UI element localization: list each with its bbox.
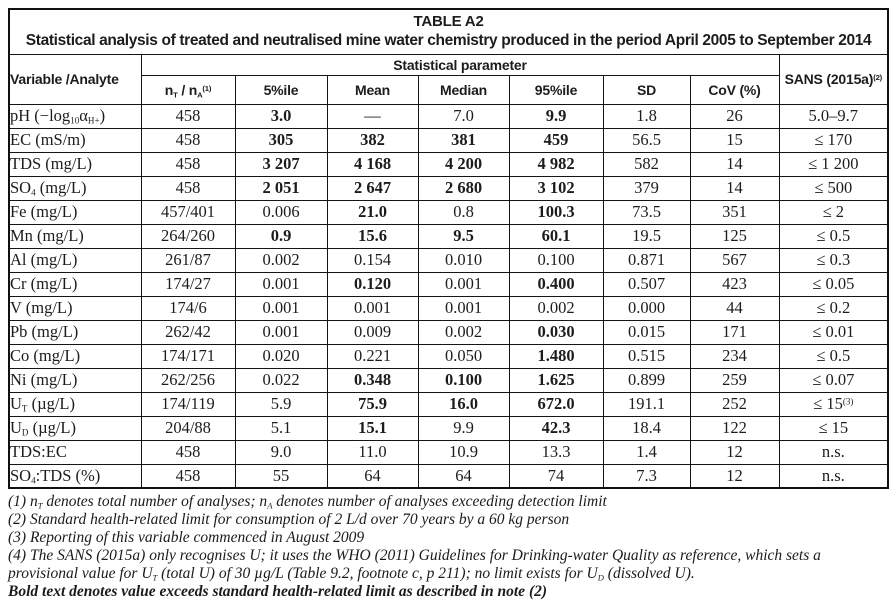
stat-value: 15.1 <box>327 416 418 440</box>
stat-value: 0.000 <box>603 296 690 320</box>
table-row <box>9 224 888 248</box>
stat-value: 14 <box>690 176 779 200</box>
stat-value: 174/119 <box>141 392 235 416</box>
stat-value: 44 <box>690 296 779 320</box>
stat-value: 55 <box>235 464 327 488</box>
analyte-label: $SO_4:TDS$ (%) <box>9 464 141 488</box>
stat-value: 15 <box>690 128 779 152</box>
sans-limit: ≤ 2 <box>779 200 888 224</box>
stat-value: 4 982 <box>509 152 603 176</box>
stat-value: 16.0 <box>418 392 509 416</box>
stat-value: 4 200 <box>418 152 509 176</box>
stat-value: 10.9 <box>418 440 509 464</box>
stat-value: 381 <box>418 128 509 152</box>
stat-value: 9.9 <box>418 416 509 440</box>
stat-value: 64 <box>327 464 418 488</box>
stat-value: 122 <box>690 416 779 440</box>
stat-value: 458 <box>141 104 235 128</box>
sans-limit: ≤ 0.3 <box>779 248 888 272</box>
sans-limit: ≤ 0.5 <box>779 344 888 368</box>
analyte-label: Mn (mg/L) <box>9 224 141 248</box>
footnote-3: (3) Reporting of this variable commenced in August 2009 <box>8 529 365 546</box>
stat-value: 0.400 <box>509 272 603 296</box>
stat-value: 252 <box>690 392 779 416</box>
stat-value: 42.3 <box>509 416 603 440</box>
stat-value: 1.480 <box>509 344 603 368</box>
col-header-95ile: 95%ile <box>509 75 603 104</box>
col-header-cov: CoV (%) <box>690 75 779 104</box>
stat-value: 457/401 <box>141 200 235 224</box>
stat-value: 0.899 <box>603 368 690 392</box>
stat-value: 0.022 <box>235 368 327 392</box>
stat-value: 60.1 <box>509 224 603 248</box>
table-row <box>9 176 888 200</box>
header-group-row <box>9 54 888 75</box>
sans-limit: ≤ 15 <box>779 416 888 440</box>
stat-value: 3 102 <box>509 176 603 200</box>
analyte-label: Co (mg/L) <box>9 344 141 368</box>
analyte-label: TDS:EC <box>9 440 141 464</box>
table-subtitle: Statistical analysis of treated and neutralised mine water chemistry produced in the period April 2005 to September 2014 <box>25 32 872 50</box>
stat-value: 12 <box>690 440 779 464</box>
stat-value: 73.5 <box>603 200 690 224</box>
analyte-label: Cr (mg/L) <box>9 272 141 296</box>
stat-value: 171 <box>690 320 779 344</box>
footnote-2: (2) Standard health-related limit for consumption of 2 L/d over 70 years by a 60 kg person <box>8 511 570 528</box>
stat-value: 458 <box>141 176 235 200</box>
stat-value: 0.010 <box>418 248 509 272</box>
table-row <box>9 272 888 296</box>
stat-value: — <box>327 104 418 128</box>
stat-value: 2 051 <box>235 176 327 200</box>
stat-value: 0.221 <box>327 344 418 368</box>
stat-value: 174/27 <box>141 272 235 296</box>
sans-limit: n.s. <box>779 440 888 464</box>
table-row <box>9 416 888 440</box>
stat-value: 423 <box>690 272 779 296</box>
stat-value: 0.154 <box>327 248 418 272</box>
sans-limit: ≤ 0.07 <box>779 368 888 392</box>
stat-value: 458 <box>141 440 235 464</box>
sans-limit: ≤ 170 <box>779 128 888 152</box>
stat-value: 0.002 <box>509 296 603 320</box>
stat-value: 458 <box>141 128 235 152</box>
footnote-1: (1) $n_T$ denotes total number of analyses; $n_A$ denotes number of analyses exceeding detection limit <box>8 493 607 511</box>
stat-value: 56.5 <box>603 128 690 152</box>
stat-value: 351 <box>690 200 779 224</box>
sans-limit: ≤ $15^{(3)}$ <box>779 392 888 416</box>
col-header-median: Median <box>418 75 509 104</box>
stat-value: 0.001 <box>418 296 509 320</box>
stat-value: 26 <box>690 104 779 128</box>
stat-value: 12 <box>690 464 779 488</box>
stat-value: 3 207 <box>235 152 327 176</box>
stat-value: 9.0 <box>235 440 327 464</box>
stat-value: 0.030 <box>509 320 603 344</box>
stat-value: 382 <box>327 128 418 152</box>
sans-limit: ≤ 0.5 <box>779 224 888 248</box>
table-row <box>9 320 888 344</box>
stat-value: 13.3 <box>509 440 603 464</box>
table-row <box>9 392 888 416</box>
col-header-mean: Mean <box>327 75 418 104</box>
stat-value: 7.0 <box>418 104 509 128</box>
sans-limit: ≤ 1 200 <box>779 152 888 176</box>
footnote-bold-note: Bold text denotes value exceeds standard health-related limit as described in note (2) <box>8 583 548 600</box>
table-row <box>9 104 888 128</box>
header-sub-row <box>9 75 888 104</box>
stat-value: 191.1 <box>603 392 690 416</box>
table-row <box>9 152 888 176</box>
table-row <box>9 344 888 368</box>
table-row <box>9 368 888 392</box>
stat-value: 0.001 <box>235 296 327 320</box>
stat-value: 100.3 <box>509 200 603 224</box>
col-header-nt-na: $n_T / n_A^{(1)}$ <box>141 75 235 104</box>
stat-value: 261/87 <box>141 248 235 272</box>
analyte-label: $U_T$ (µg/L) <box>9 392 141 416</box>
stat-value: 0.348 <box>327 368 418 392</box>
stat-value: 0.002 <box>418 320 509 344</box>
col-header-5ile: 5%ile <box>235 75 327 104</box>
stat-value: 0.002 <box>235 248 327 272</box>
stat-value: 0.507 <box>603 272 690 296</box>
stat-value: 458 <box>141 464 235 488</box>
sans-limit: n.s. <box>779 464 888 488</box>
stat-value: 174/171 <box>141 344 235 368</box>
stat-value: 459 <box>509 128 603 152</box>
stat-value: 11.0 <box>327 440 418 464</box>
analyte-label: Fe (mg/L) <box>9 200 141 224</box>
stat-value: 2 680 <box>418 176 509 200</box>
table-title-cell <box>9 9 888 54</box>
stat-value: 0.515 <box>603 344 690 368</box>
sans-limit: ≤ 500 <box>779 176 888 200</box>
stat-value: 0.100 <box>509 248 603 272</box>
analyte-label: V (mg/L) <box>9 296 141 320</box>
stat-value: 0.050 <box>418 344 509 368</box>
stat-value: 0.871 <box>603 248 690 272</box>
stat-value: 567 <box>690 248 779 272</box>
title-row <box>9 9 888 54</box>
table-row <box>9 248 888 272</box>
analyte-label: $SO_4$ (mg/L) <box>9 176 141 200</box>
stat-value: 0.120 <box>327 272 418 296</box>
stat-value: 0.001 <box>235 320 327 344</box>
col-header-sd: SD <box>603 75 690 104</box>
analyte-label: EC (mS/m) <box>9 128 141 152</box>
stat-value: 1.8 <box>603 104 690 128</box>
sans-limit: 5.0–9.7 <box>779 104 888 128</box>
stat-value: 0.015 <box>603 320 690 344</box>
stat-value: 0.009 <box>327 320 418 344</box>
stat-value: 2 647 <box>327 176 418 200</box>
stat-value: 0.001 <box>235 272 327 296</box>
table-body <box>9 104 888 488</box>
stat-value: 9.9 <box>509 104 603 128</box>
table-row <box>9 128 888 152</box>
table-title: TABLE A2 <box>413 13 484 31</box>
analyte-label: TDS (mg/L) <box>9 152 141 176</box>
stat-value: 379 <box>603 176 690 200</box>
stat-value: 14 <box>690 152 779 176</box>
table-row <box>9 464 888 488</box>
sans-limit: ≤ 0.05 <box>779 272 888 296</box>
analyte-label: Ni (mg/L) <box>9 368 141 392</box>
sans-limit: ≤ 0.2 <box>779 296 888 320</box>
stat-value: 9.5 <box>418 224 509 248</box>
stat-value: 5.1 <box>235 416 327 440</box>
stat-value: 4 168 <box>327 152 418 176</box>
stat-value: 672.0 <box>509 392 603 416</box>
stat-value: 0.001 <box>418 272 509 296</box>
stat-value: 64 <box>418 464 509 488</box>
stat-value: 75.9 <box>327 392 418 416</box>
stat-value: 74 <box>509 464 603 488</box>
stat-value: 458 <box>141 152 235 176</box>
col-header-variable-analyte: Variable /Analyte <box>9 54 141 104</box>
table-row <box>9 296 888 320</box>
stat-value: 1.625 <box>509 368 603 392</box>
footnote-4: (4) The SANS (2015a) only recognises U; it uses the WHO (2011) Guidelines for Drinking-water Quality as reference, which sets a provisional value for $U_T$ (total U) of 30 µg/L (Table 9.2, footnote c, p 211); no limit exists for $U_D$ (dissolved U). <box>8 547 821 583</box>
stat-value: 21.0 <box>327 200 418 224</box>
stat-value: 7.3 <box>603 464 690 488</box>
col-header-statistical-parameter: Statistical parameter <box>141 54 779 75</box>
stat-value: 0.100 <box>418 368 509 392</box>
stat-value: 0.9 <box>235 224 327 248</box>
stat-value: 125 <box>690 224 779 248</box>
stat-value: 174/6 <box>141 296 235 320</box>
sans-limit: ≤ 0.01 <box>779 320 888 344</box>
analyte-label: $U_D$ (µg/L) <box>9 416 141 440</box>
stat-value: 1.4 <box>603 440 690 464</box>
stat-value: 0.020 <box>235 344 327 368</box>
stat-value: 259 <box>690 368 779 392</box>
table-a2 <box>8 8 889 489</box>
stat-value: 3.0 <box>235 104 327 128</box>
table-row <box>9 200 888 224</box>
stat-value: 15.6 <box>327 224 418 248</box>
stat-value: 262/256 <box>141 368 235 392</box>
stat-value: 0.001 <box>327 296 418 320</box>
analyte-label: pH $(-\log_{10}\alpha_{H+})$ <box>9 104 141 128</box>
stat-value: 204/88 <box>141 416 235 440</box>
stat-value: 234 <box>690 344 779 368</box>
stat-value: 5.9 <box>235 392 327 416</box>
footnotes <box>8 493 893 601</box>
analyte-label: Pb (mg/L) <box>9 320 141 344</box>
col-header-sans: SANS $(2015a)^{(2)}$ <box>779 54 888 104</box>
stat-value: 582 <box>603 152 690 176</box>
stat-value: 0.006 <box>235 200 327 224</box>
stat-value: 19.5 <box>603 224 690 248</box>
stat-value: 0.8 <box>418 200 509 224</box>
stat-value: 262/42 <box>141 320 235 344</box>
table-row <box>9 440 888 464</box>
stat-value: 264/260 <box>141 224 235 248</box>
stat-value: 18.4 <box>603 416 690 440</box>
analyte-label: Al (mg/L) <box>9 248 141 272</box>
stat-value: 305 <box>235 128 327 152</box>
